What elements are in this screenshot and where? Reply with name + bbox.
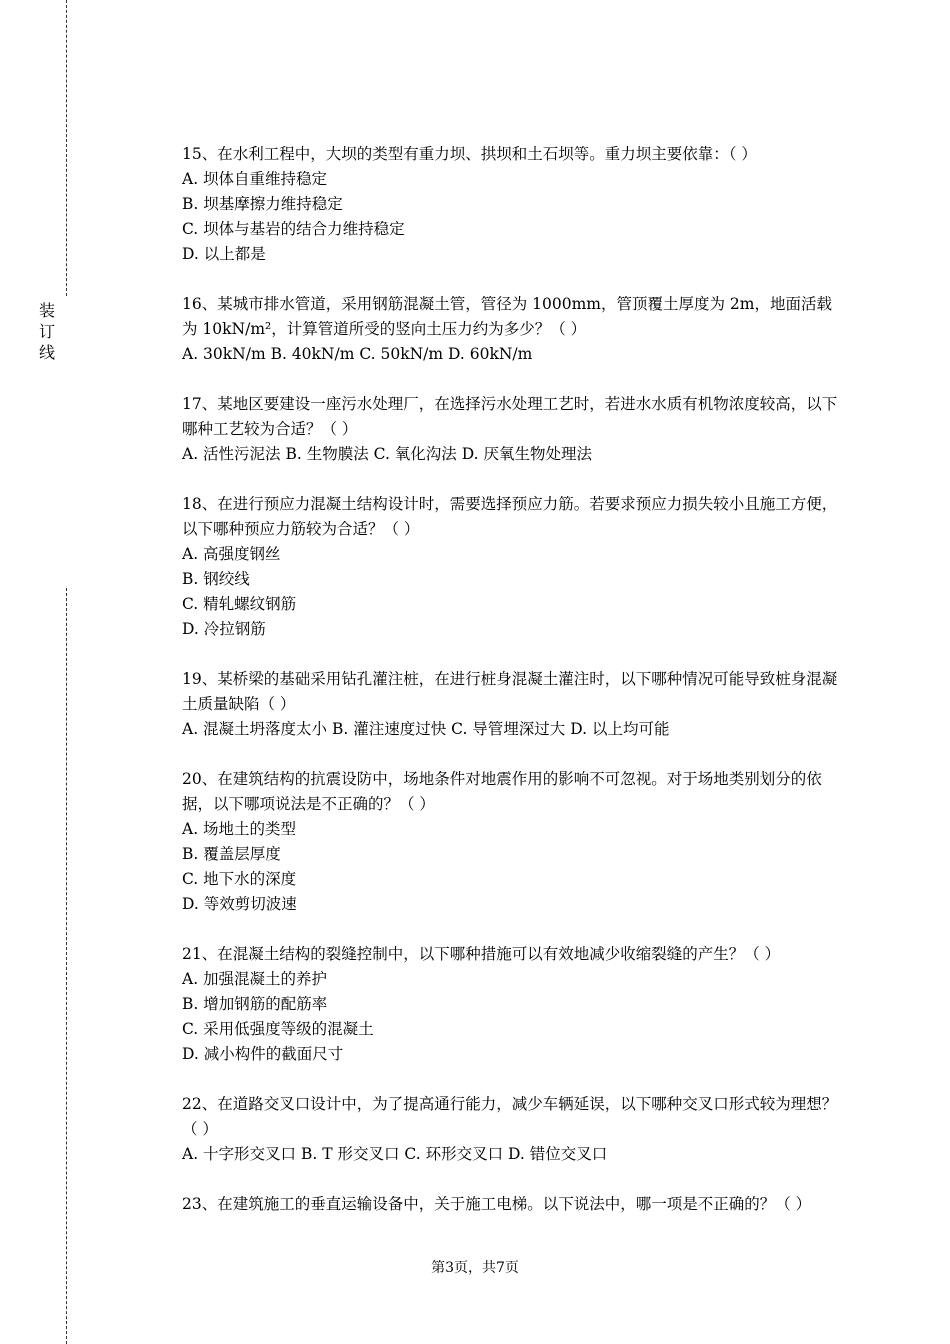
page-footer: 第3页，共7页 <box>431 1260 519 1276</box>
question-stem: 16、某城市排水管道，采用钢筋混凝土管，管径为 1000mm，管顶覆土厚度为 2m，地面活载为 10kN/m²，计算管道所受的竖向土压力约为多少？（ ） <box>182 295 832 338</box>
question-block <box>182 492 844 642</box>
question-option: D. 减小构件的截面尺寸 <box>182 1045 344 1063</box>
question-option: C. 地下水的深度 <box>182 870 297 888</box>
question-block <box>182 667 844 742</box>
question-block <box>182 142 844 267</box>
question-stem: 15、在水利工程中，大坝的类型有重力坝、拱坝和土石坝等。重力坝主要依靠：（ ） <box>182 145 757 163</box>
question-stem: 21、在混凝土结构的裂缝控制中，以下哪种措施可以有效地减少收缩裂缝的产生？（ ） <box>182 945 781 963</box>
question-option: B. 覆盖层厚度 <box>182 845 281 863</box>
question-option: C. 坝体与基岩的结合力维持稳定 <box>182 220 405 238</box>
question-stem: 22、在道路交叉口设计中，为了提高通行能力，减少车辆延误，以下哪种交叉口形式较为理想？（ ） <box>182 1095 838 1138</box>
question-option: B. 坝基摩擦力维持稳定 <box>182 195 343 213</box>
question-option: D. 以上都是 <box>182 245 266 263</box>
question-block <box>182 767 844 917</box>
binding-label <box>36 300 58 363</box>
question-option: D. 冷拉钢筋 <box>182 620 266 638</box>
question-option: B. 增加钢筋的配筋率 <box>182 995 328 1013</box>
question-option: A. 加强混凝土的养护 <box>182 970 328 988</box>
question-option: A. 30kN/m B. 40kN/m C. 50kN/m D. 60kN/m <box>182 345 533 363</box>
binding-char: 订 <box>38 322 55 341</box>
question-option: A. 场地土的类型 <box>182 820 297 838</box>
question-option: B. 钢绞线 <box>182 570 250 588</box>
binding-line-top <box>66 0 67 296</box>
question-stem: 17、某地区要建设一座污水处理厂，在选择污水处理工艺时，若进水水质有机物浓度较高，以下哪种工艺较为合适？（ ） <box>182 395 838 438</box>
question-option: C. 采用低强度等级的混凝土 <box>182 1020 374 1038</box>
question-block <box>182 392 844 467</box>
question-option: A. 坝体自重维持稳定 <box>182 170 328 188</box>
question-stem: 18、在进行预应力混凝土结构设计时，需要选择预应力筋。若要求预应力损失较小且施工方便，以下哪种预应力筋较为合适？（ ） <box>182 495 838 538</box>
question-option: A. 混凝土坍落度太小 B. 灌注速度过快 C. 导管埋深过大 D. 以上均可能 <box>182 720 670 738</box>
binding-char: 线 <box>38 343 55 362</box>
question-option: A. 活性污泥法 B. 生物膜法 C. 氧化沟法 D. 厌氧生物处理法 <box>182 445 592 463</box>
question-option: A. 高强度钢丝 <box>182 545 281 563</box>
question-block <box>182 942 844 1067</box>
binding-line-bottom <box>66 588 67 1344</box>
question-block <box>182 292 844 367</box>
question-option: C. 精轧螺纹钢筋 <box>182 595 297 613</box>
question-block <box>182 1192 844 1217</box>
binding-char: 装 <box>38 301 55 320</box>
question-stem: 23、在建筑施工的垂直运输设备中，关于施工电梯。以下说法中，哪一项是不正确的？（ ） <box>182 1195 812 1213</box>
question-list <box>182 142 844 1242</box>
question-block <box>182 1092 844 1167</box>
question-option: A. 十字形交叉口 B. T 形交叉口 C. 环形交叉口 D. 错位交叉口 <box>182 1145 608 1163</box>
question-stem: 20、在建筑结构的抗震设防中，场地条件对地震作用的影响不可忽视。对于场地类别划分的依据，以下哪项说法是不正确的？（ ） <box>182 770 822 813</box>
question-option: D. 等效剪切波速 <box>182 895 297 913</box>
question-stem: 19、某桥梁的基础采用钻孔灌注桩，在进行桩身混凝土灌注时，以下哪种情况可能导致桩身混凝土质量缺陷（ ） <box>182 670 838 713</box>
